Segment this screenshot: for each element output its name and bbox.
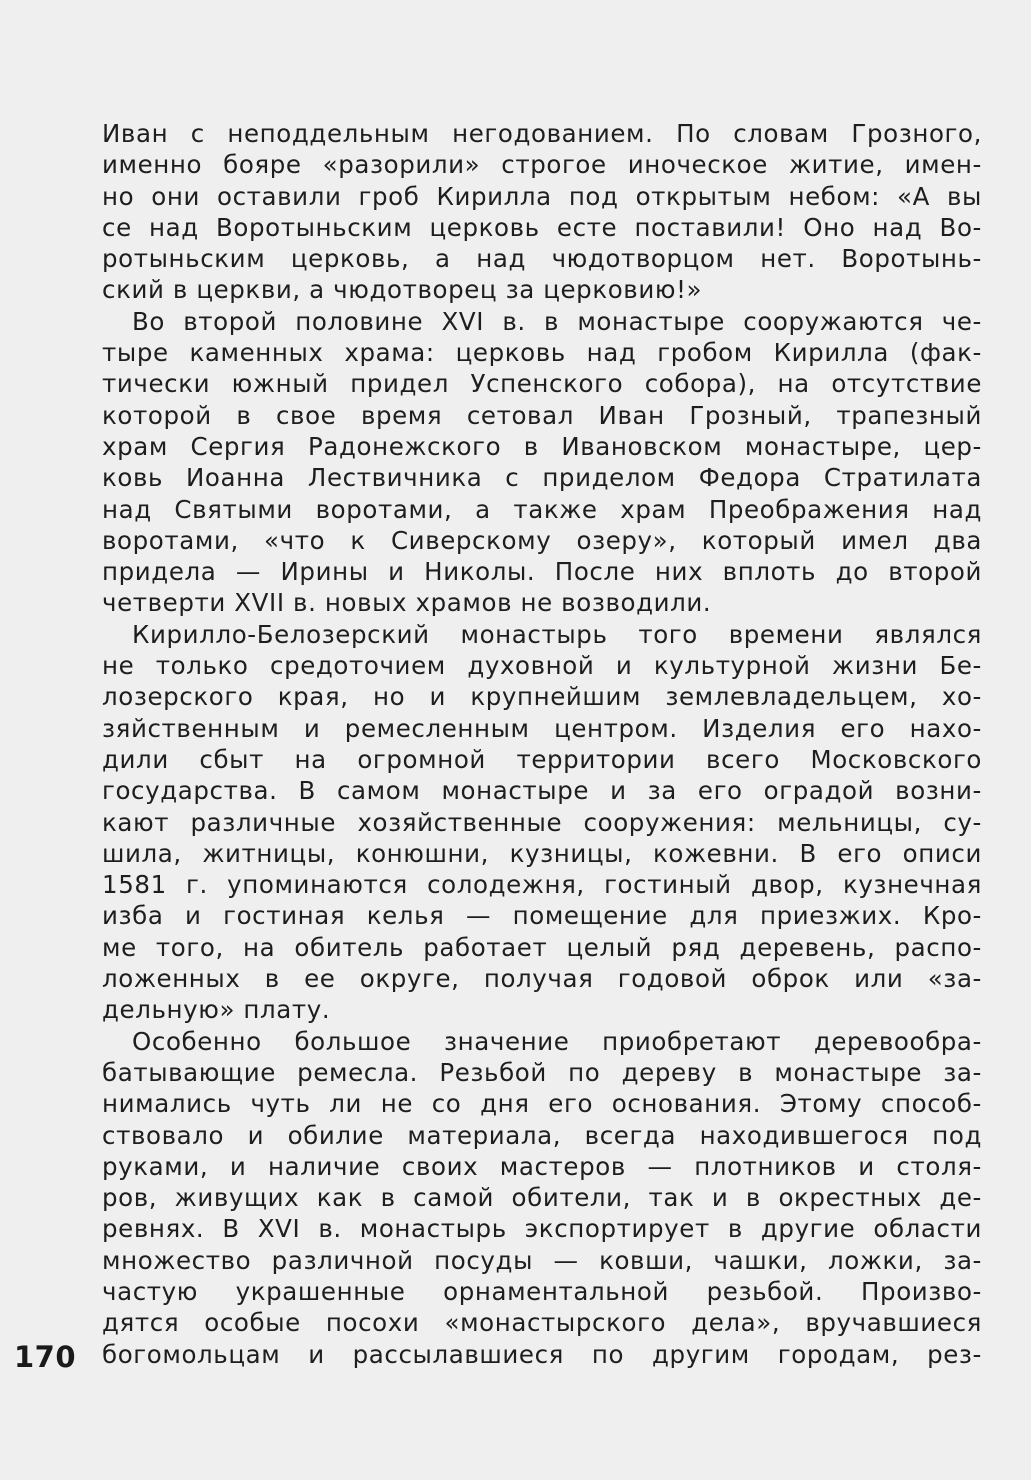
text-line: Иван с неподдельным негодованием. По словам Грозного, (102, 119, 982, 148)
page-number: 170 (14, 1340, 77, 1374)
text-line: тически южный придел Успенского собора), на отсутствие (102, 369, 982, 399)
text-line: ров, живущих как в самой обители, так и в окрестных де- (102, 1183, 982, 1213)
text-line: тыре каменных храма: церковь над гробом Кирилла (фак- (102, 338, 982, 368)
text-line: шила, житницы, конюшни, кузницы, кожевни. В его описи (102, 838, 982, 868)
text-line: дятся особые посохи «монастырского дела», вручавшиеся (102, 1308, 982, 1338)
text-line: ротыньским церковь, а над чюдотворцом нет. Воротынь- (102, 244, 982, 274)
text-line: дили сбыт на огромной территории всего Московского (102, 744, 982, 774)
text-line: ский в церкви, а чюдотворец за церковию!» (102, 275, 703, 305)
text-line: которой в свое время сетовал Иван Грозный, трапезный (102, 400, 982, 430)
text-line: Особенно большое значение приобретают деревообра- (132, 1026, 982, 1056)
text-line: государства. В самом монастыре и за его оградой возни- (102, 776, 982, 806)
text-line: храм Сергия Радонежского в Ивановском монастыре, цер- (102, 431, 982, 461)
text-line: не только средоточием духовной и культурной жизни Бе- (102, 651, 982, 681)
text-line: зяйственным и ремесленным центром. Изделия его нахо- (102, 713, 982, 743)
text-line: се над Воротыньским церковь есте поставили! Оно над Во- (102, 212, 982, 242)
text-line: лозерского края, но и крупнейшим землевладельцем, хо- (102, 682, 982, 712)
text-line: над Святыми воротами, а также храм Преображения над (102, 494, 982, 524)
text-line: батывающие ремесла. Резьбой по дереву в монастыре за- (102, 1057, 982, 1087)
text-line: частую украшенные орнаментальной резьбой. Произво- (102, 1276, 982, 1306)
text-line: нимались чуть ли не со дня его основания. Этому способ- (102, 1089, 982, 1119)
text-line: четверти XVII в. новых храмов не возводили. (102, 588, 712, 618)
text-line: изба и гостиная келья — помещение для приезжих. Кро- (102, 901, 982, 931)
body-text (102, 118, 982, 1370)
text-line: 1581 г. упоминаются солодежня, гостиный двор, кузнечная (102, 870, 982, 900)
text-line: именно бояре «разорили» строгое иноческое житие, имен- (102, 150, 982, 180)
text-line: ревнях. В XVI в. монастырь экспортирует в другие области (102, 1214, 982, 1244)
text-line: придела — Ирины и Николы. После них вплоть до второй (102, 557, 982, 587)
text-line: Кирилло-Белозерский монастырь того времени являлся (132, 619, 982, 649)
text-line: кают различные хозяйственные сооружения: мельницы, су- (102, 807, 982, 837)
text-line: воротами, «что к Сиверскому озеру», который имел два (102, 525, 982, 555)
text-line: ствовало и обилие материала, всегда находившегося под (102, 1120, 982, 1150)
text-line: ме того, на обитель работает целый ряд деревень, распо- (102, 932, 982, 962)
text-line: руками, и наличие своих мастеров — плотников и столя- (102, 1151, 982, 1181)
text-line: Во второй половине XVI в. в монастыре сооружаются че- (132, 306, 982, 336)
text-line: дельную» плату. (102, 995, 331, 1025)
text-line: ковь Иоанна Лествичника с приделом Федора Стратилата (102, 463, 982, 493)
text-line: множество различной посуды — ковши, чашки, ложки, за- (102, 1245, 982, 1275)
text-line: богомольцам и рассылавшиеся по другим городам, рез- (102, 1339, 982, 1369)
text-line: ложенных в ее округе, получая годовой оброк или «за- (102, 964, 982, 994)
text-line: но они оставили гроб Кирилла под открытым небом: «А вы (102, 181, 982, 211)
